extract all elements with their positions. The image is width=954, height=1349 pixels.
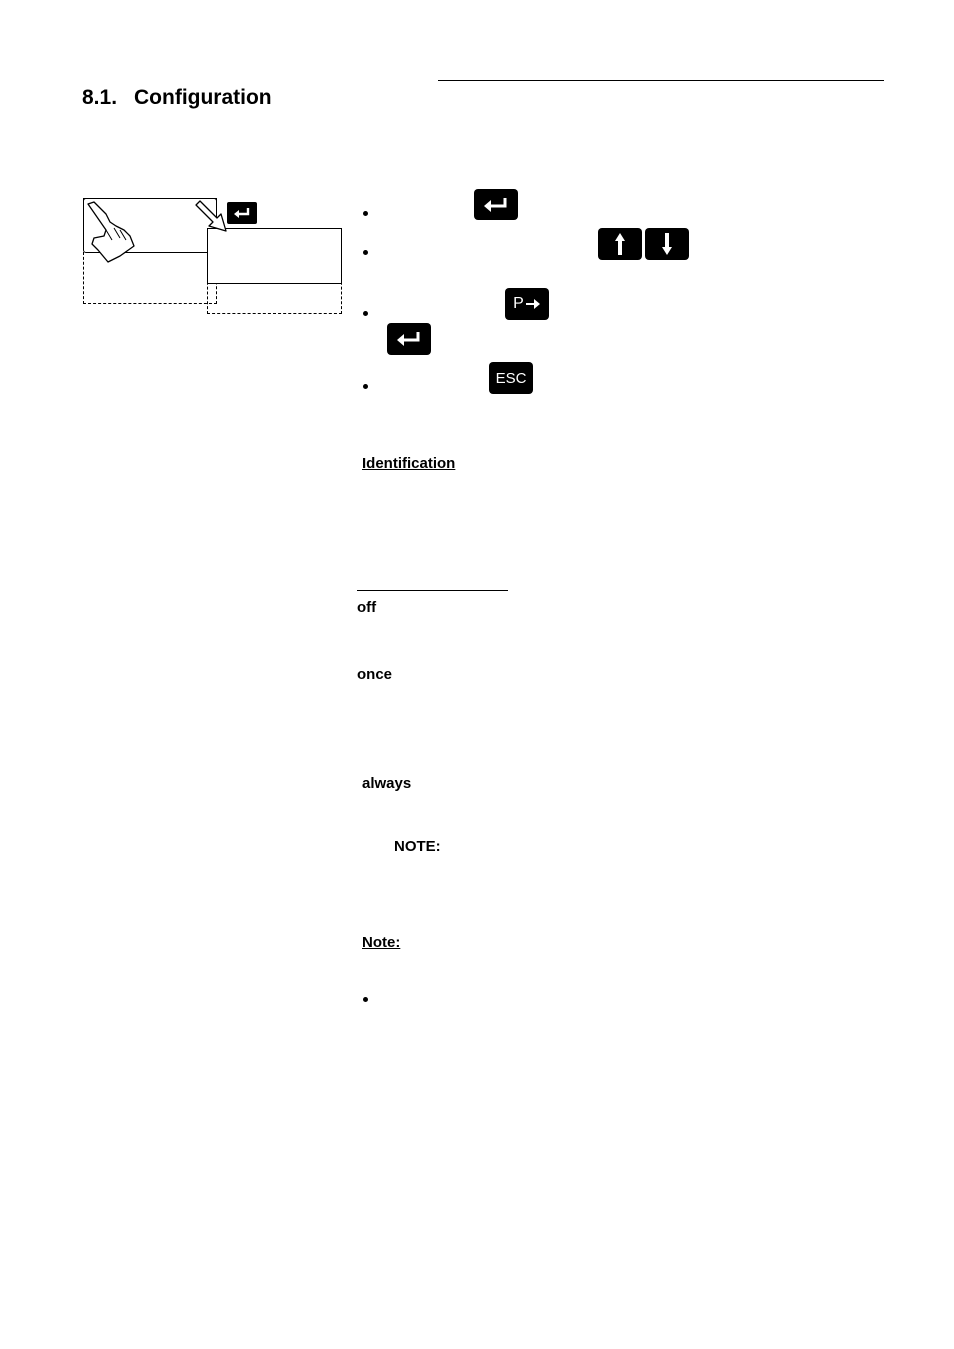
enter-icon [232,206,252,220]
option-always: always [362,775,412,792]
option-off: off [357,599,377,616]
bullet [363,384,368,389]
esc-key-label: ESC [495,369,527,387]
section-title: Configuration [134,86,272,109]
section-number: 8.1. [82,86,118,109]
arrow-up-icon [613,231,627,257]
diagonal-arrow-icon [193,198,231,236]
enter-icon [395,330,423,348]
right-arrow-icon [525,298,541,310]
option-once: once [357,666,393,683]
note-heading: Note: [362,934,401,951]
enter-icon [482,196,510,214]
print-key [505,288,549,320]
header-rule [438,80,884,81]
bullet [363,250,368,255]
arrow-down-key [645,228,689,260]
enter-key [387,323,431,355]
options-rule [357,590,508,591]
bullet [363,211,368,216]
print-key-label: P [513,295,524,312]
submenu-screen [207,228,342,284]
identification-heading: Identification [362,455,456,472]
note-caps-label: NOTE: [394,838,441,855]
bullet [363,997,368,1002]
arrow-up-key [598,228,642,260]
bullet [363,311,368,316]
enter-key-small [227,202,257,224]
arrow-down-icon [660,231,674,257]
enter-key [474,189,518,220]
pointing-hand-icon [84,200,140,266]
esc-key [489,362,533,394]
